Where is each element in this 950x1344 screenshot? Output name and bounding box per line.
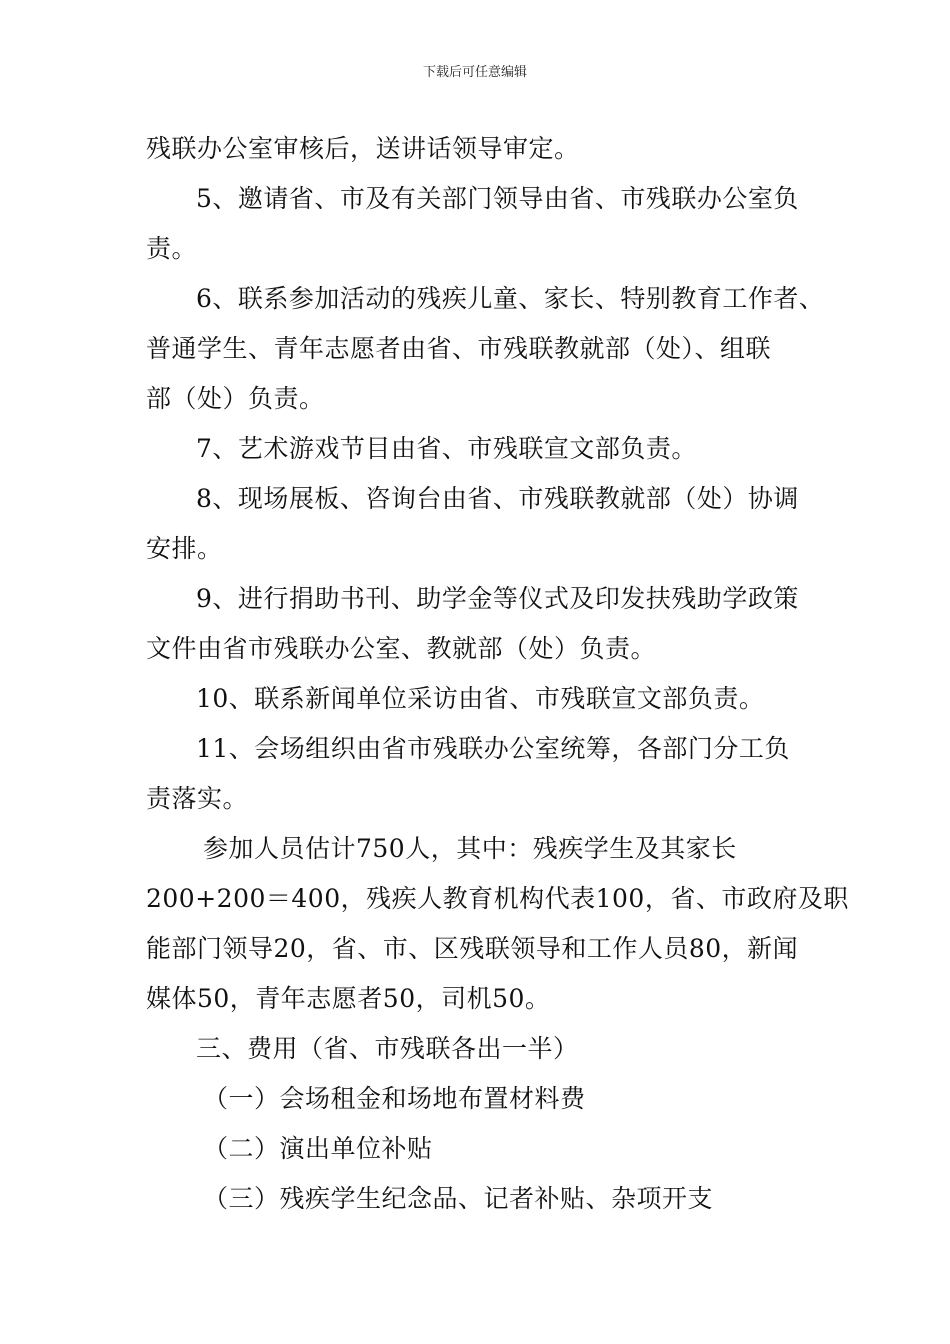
section-heading: 三、费用（省、市残联各出一半） [196, 1034, 579, 1063]
list-item: （一）会场租金和场地布置材料费 [203, 1084, 586, 1113]
body-line: 10、联系新闻单位采访由省、市残联宣文部负责。 [196, 684, 765, 713]
body-line: 责。 [146, 234, 198, 263]
body-line: 部（处）负责。 [146, 384, 325, 413]
body-line: 参加人员估计750人，其中：残疾学生及其家长 [203, 834, 737, 863]
body-line: 5、邀请省、市及有关部门领导由省、市残联办公室负 [196, 184, 799, 213]
body-line: 普通学生、青年志愿者由省、市残联教就部（处）、组联 [146, 334, 772, 363]
body-line: 媒体50，青年志愿者50，司机50。 [146, 984, 551, 1013]
page-header-note: 下载后可任意编辑 [422, 65, 527, 80]
body-line: 200+200＝400，残疾人教育机构代表100，省、市政府及职 [146, 884, 849, 913]
body-line: 7、艺术游戏节目由省、市残联宣文部负责。 [196, 434, 697, 463]
list-item: （三）残疾学生纪念品、记者补贴、杂项开支 [203, 1184, 714, 1213]
body-line: 安排。 [146, 534, 223, 563]
body-line: 责落实。 [146, 784, 249, 813]
body-line: 6、联系参加活动的残疾儿童、家长、特别教育工作者、 [196, 284, 825, 313]
body-line: 残联办公室审核后，送讲话领导审定。 [146, 134, 580, 163]
list-item: （二）演出单位补贴 [203, 1134, 433, 1163]
body-line: 8、现场展板、咨询台由省、市残联教就部（处）协调 [196, 484, 799, 513]
body-line: 9、进行捐助书刊、助学金等仪式及印发扶残助学政策 [196, 584, 799, 613]
document-body [146, 124, 849, 1224]
body-line: 文件由省市残联办公室、教就部（处）负责。 [146, 634, 657, 663]
body-line: 11、会场组织由省市残联办公室统筹，各部门分工负 [196, 734, 790, 763]
body-line: 能部门领导20，省、市、区残联领导和工作人员80，新闻 [146, 934, 799, 963]
